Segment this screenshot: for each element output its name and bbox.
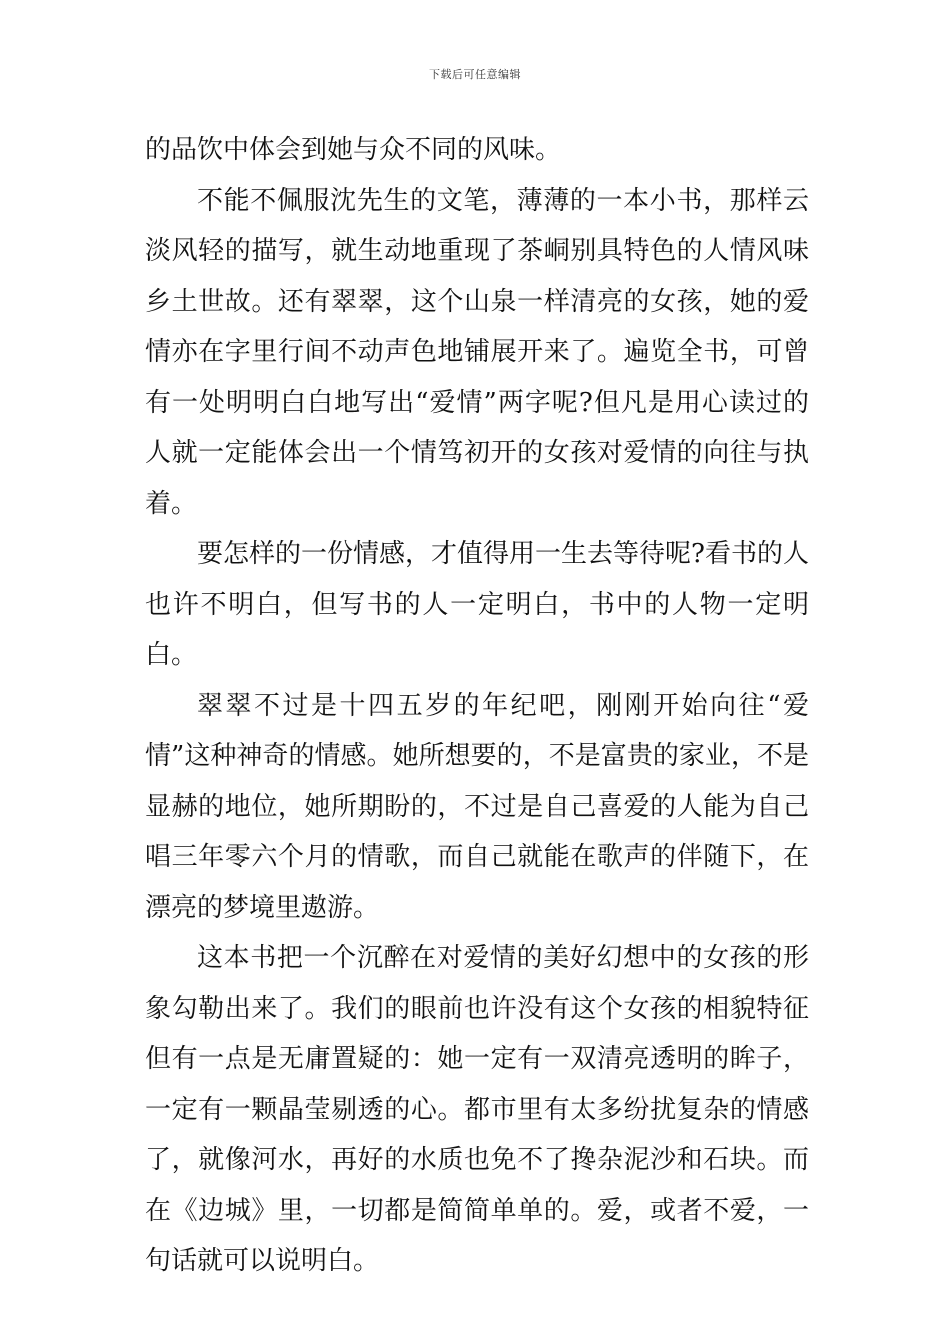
paragraph: 翠翠不过是十四五岁的年纪吧，刚刚开始向往“爱情”这种神奇的情感。她所想要的，不是富贵的家业，不是显赫的地位，她所期盼的，不过是自己喜爱的人能为自己唱三年零六个月的情歌，而自己就能在歌声的伴随下，在漂亮的梦境里遨游。 [145,690,809,923]
paragraph: 要怎样的一份情感，才值得用一生去等待呢?看书的人也许不明白，但写书的人一定明白，书中的人物一定明白。 [145,539,809,670]
paragraph: 这本书把一个沉醉在对爱情的美好幻想中的女孩的形象勾勒出来了。我们的眼前也许没有这个女孩的相貌特征但有一点是无庸置疑的：她一定有一双清亮透明的眸子，一定有一颗晶莹剔透的心。都市里有太多纷扰复杂的情感了，就像河水，再好的水质也免不了搀杂泥沙和石块。而在《边城》里，一切都是简简单单的。爱，或者不爱，一句话就可以说明白。 [145,943,809,1276]
page-header-note: 下载后可任意编辑 [429,68,521,81]
paragraph: 不能不佩服沈先生的文笔，薄薄的一本小书，那样云淡风轻的描写，就生动地重现了茶峒别具特色的人情风味乡土世故。还有翠翠，这个山泉一样清亮的女孩，她的爱情亦在字里行间不动声色地铺展开来了。遍览全书，可曾有一处明明白白地写出“爱情”两字呢?但凡是用心读过的人就一定能体会出一个情笃初开的女孩对爱情的向往与执着。 [145,185,809,519]
paragraph-continuation: 的品饮中体会到她与众不同的风味。 [145,135,562,165]
document-body [145,125,809,1287]
